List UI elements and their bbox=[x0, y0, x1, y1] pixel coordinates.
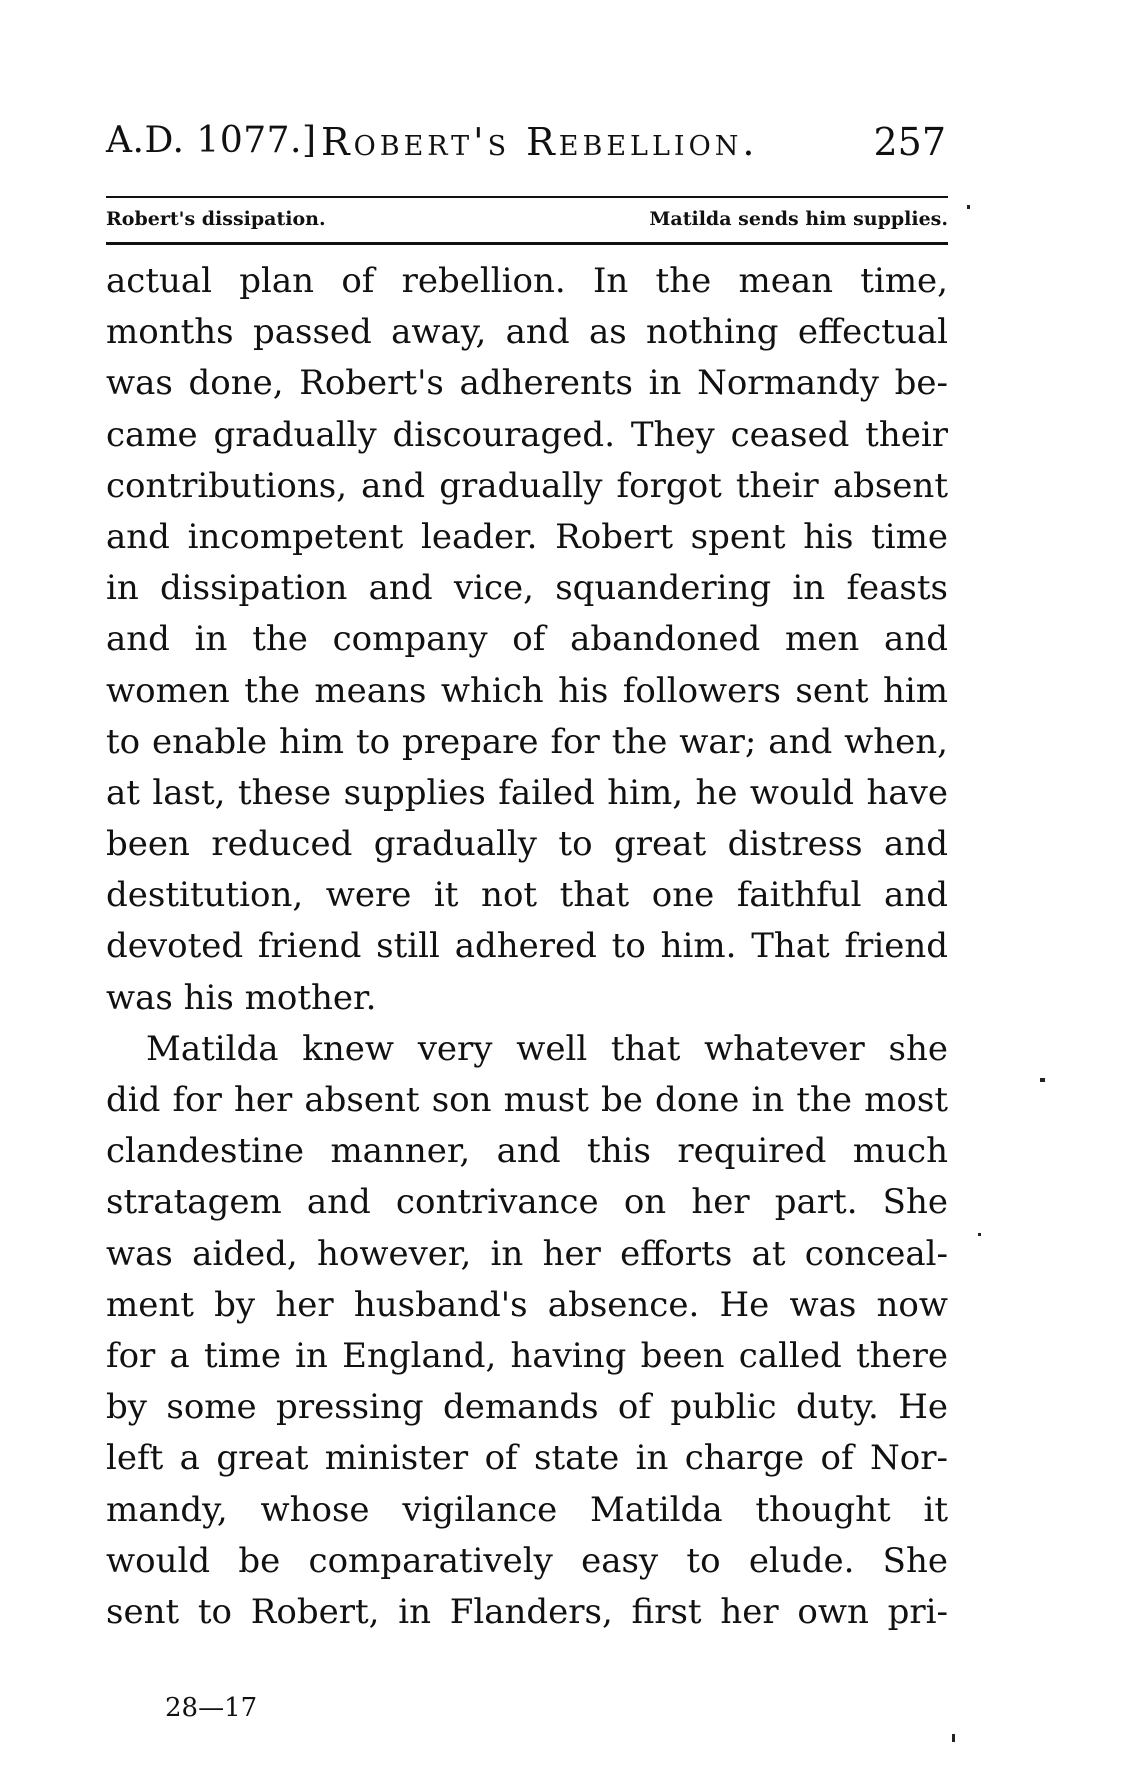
text-line: was his mother. bbox=[106, 977, 377, 1018]
text-line: for a time in England, having been called there bbox=[106, 1335, 948, 1376]
running-head-date: A.D. 1077.] bbox=[106, 120, 317, 161]
text-line: stratagem and contrivance on her part. She bbox=[106, 1182, 948, 1223]
text-line: clandestine manner, and this required much bbox=[106, 1131, 948, 1172]
scan-speck bbox=[967, 205, 970, 209]
text-line: women the means which his followers sent him bbox=[106, 670, 948, 711]
text-line: came gradually discouraged. They ceased their bbox=[106, 414, 948, 455]
paragraph bbox=[106, 256, 948, 1024]
scan-speck bbox=[978, 1233, 981, 1236]
text-line: ment by her husband's absence. He was now bbox=[106, 1284, 948, 1325]
header-rule-top bbox=[106, 196, 948, 198]
text-line: actual plan of rebellion. In the mean time, bbox=[106, 261, 948, 301]
text-line: Matilda knew very well that whatever she bbox=[146, 1028, 948, 1069]
text-line: to enable him to prepare for the war; and when, bbox=[106, 721, 948, 762]
running-head-title: Robert's Rebellion. bbox=[321, 120, 759, 164]
text-line: devoted friend still adhered to him. That friend bbox=[106, 926, 948, 967]
text-line: was done, Robert's adherents in Normandy be- bbox=[106, 363, 948, 404]
text-line: destitution, were it not that one faithful and bbox=[106, 875, 948, 916]
text-line: in dissipation and vice, squandering in feasts bbox=[106, 568, 948, 609]
running-head bbox=[106, 120, 946, 176]
text-line: contributions, and gradually forgot their absent bbox=[106, 465, 948, 506]
text-line: was aided, however, in her efforts at conceal- bbox=[106, 1233, 948, 1274]
text-line: would be comparatively easy to elude. She bbox=[106, 1540, 948, 1581]
scan-speck bbox=[952, 1734, 955, 1742]
sidenote-left: Robert's dissipation. bbox=[106, 208, 326, 230]
body-text bbox=[106, 256, 948, 1638]
signature-mark: 28—17 bbox=[165, 1693, 258, 1723]
text-line: months passed away, and as nothing effectual bbox=[106, 312, 948, 353]
header-rule-bottom bbox=[106, 242, 948, 245]
text-line: sent to Robert, in Flanders, first her own pri- bbox=[106, 1591, 948, 1632]
text-line: at last, these supplies failed him, he would have bbox=[106, 772, 948, 813]
page-number: 257 bbox=[873, 120, 946, 164]
text-line: did for her absent son must be done in the most bbox=[106, 1080, 948, 1120]
paragraph bbox=[106, 1024, 948, 1638]
text-line: and incompetent leader. Robert spent his time bbox=[106, 516, 948, 557]
scan-speck bbox=[1040, 1078, 1045, 1082]
text-line: by some pressing demands of public duty. He bbox=[106, 1387, 948, 1428]
sidenote-bar bbox=[106, 208, 948, 238]
text-line: been reduced gradually to great distress and bbox=[106, 824, 948, 865]
text-line: left a great minister of state in charge of Nor- bbox=[106, 1438, 948, 1479]
text-line: mandy, whose vigilance Matilda thought it bbox=[106, 1489, 948, 1530]
sidenote-right: Matilda sends him supplies. bbox=[649, 208, 948, 230]
text-line: and in the company of abandoned men and bbox=[106, 619, 948, 660]
